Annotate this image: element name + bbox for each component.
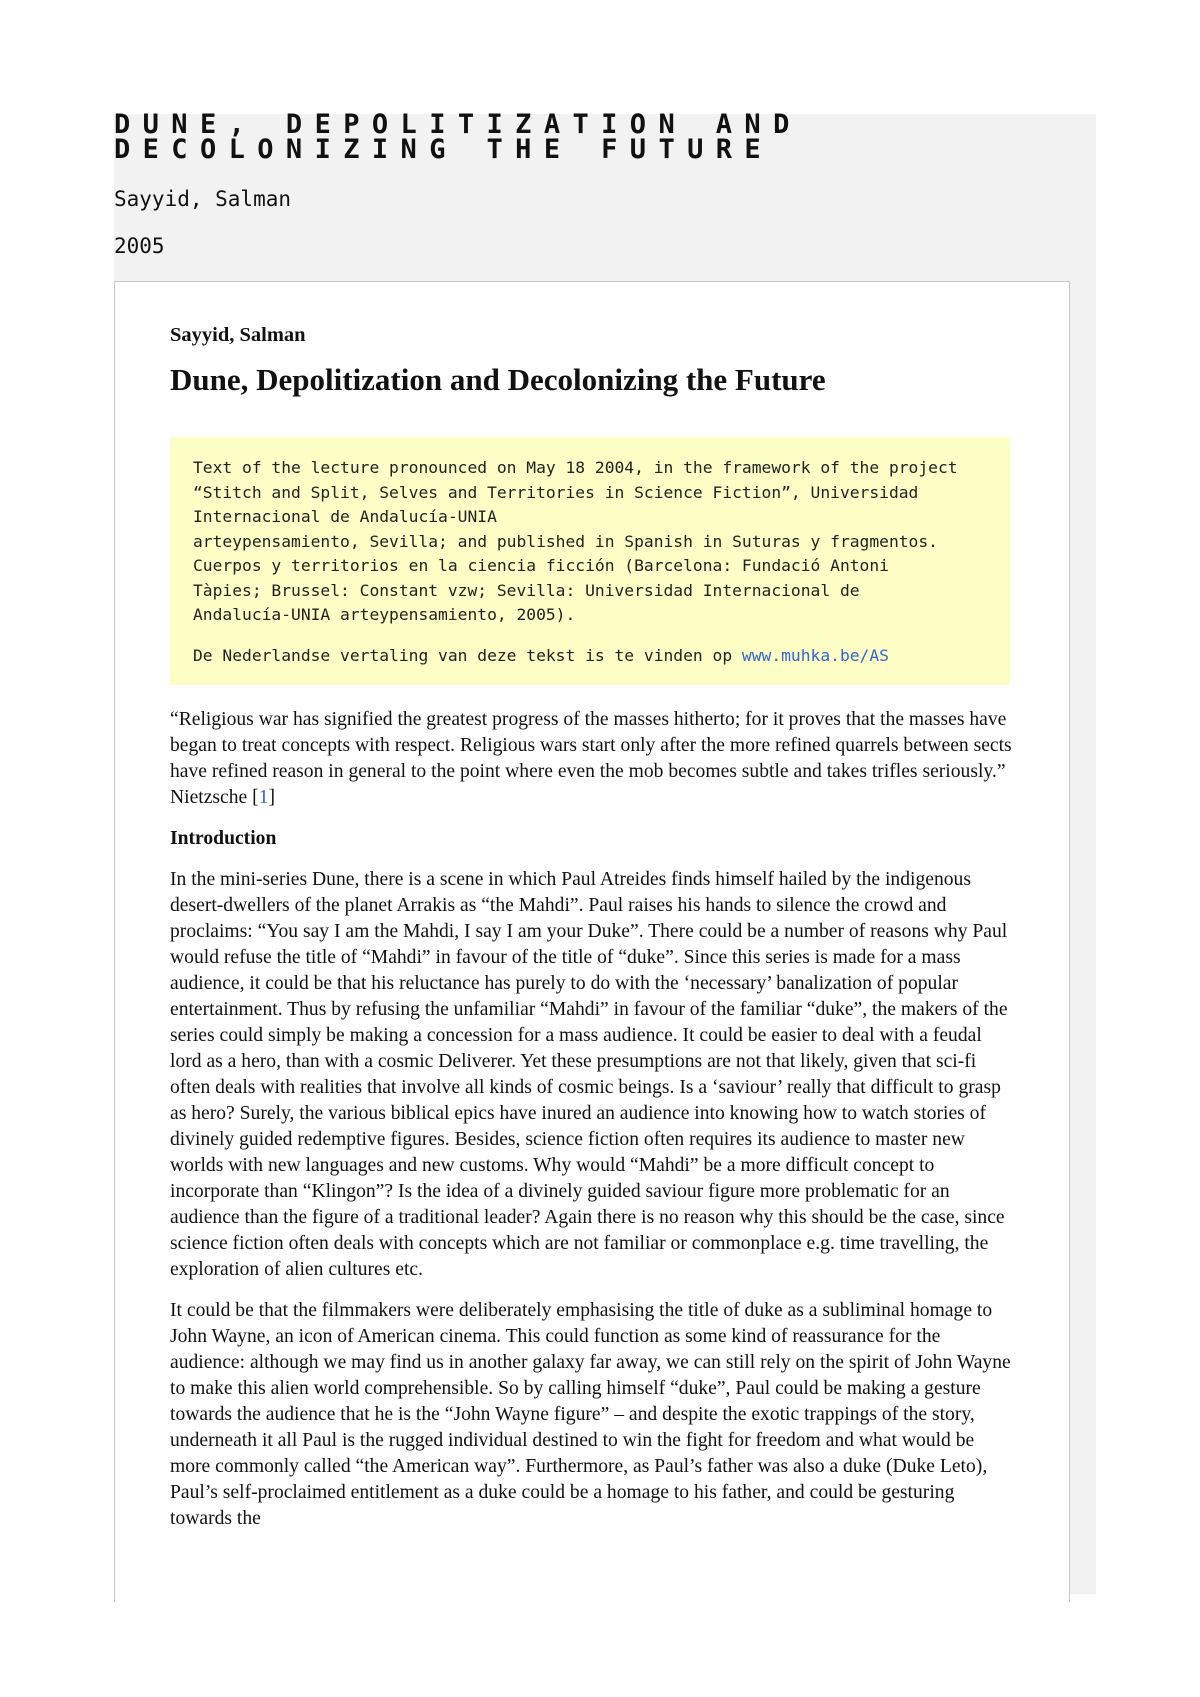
epigraph-text: “Religious war has signified the greatest progress of the masses hitherto; for it proves that the masses have began to treat concepts with respect. Religious wars start only after the more refined quarrels between sects have refined reason in general to the point where even the mob becomes subtle and takes trifles seriously.” Nietzsche [170,709,1012,808]
lecture-note [170,437,1010,685]
note-line: “Stitch and Split, Selves and Territories in Science Fiction”, Universidad [193,482,919,502]
footnote-bracket-close: ] [268,787,276,808]
epigraph [170,707,1014,811]
translation-link[interactable]: www.muhka.be/AS [741,645,889,665]
page-year: 2005 [114,234,165,258]
translation-note [193,644,987,669]
note-line: Cuerpos y territorios en la ciencia ficción (Barcelona: Fundació Antoni [193,556,889,575]
note-line: Internacional de Andalucía-UNIA [193,507,497,526]
page-author: Sayyid, Salman [114,187,292,211]
paragraph: It could be that the filmmakers were deliberately emphasising the title of duke as a subliminal homage to John Wayne, an icon of American cinema. This could function as some kind of reassurance for the audience: although we may find us in another galaxy far away, we can still rely on the spirit of John Wayne to make this alien world comprehensible. So by calling himself “duke”, Paul could be making a gesture towards the audience that he is the “John Wayne figure” – and despite the exotic trappings of the story, underneath it all Paul is the rugged individual destined to win the fight for freedom and what would be more commonly called “the American way”. Furthermore, as Paul’s father was also a duke (Duke Leto), Paul’s self-proclaimed entitlement as a duke could be a homage to his father, and could be gesturing towards the [170,1300,1011,1529]
article-body [170,707,1014,1547]
document-title: Dune, Depolitization and Decolonizing the Future [170,362,826,397]
page-title: DUNE, DEPOLITIZATION AND DECOLONIZING THE FUTURE [114,109,802,165]
footnote-bracket-open: [ [252,787,259,808]
translation-text: De Nederlandse vertaling van deze tekst is te vinden op [193,645,742,665]
note-line: Tàpies; Brussel: Constant vzw; Sevilla: Universidad Internacional de [193,580,860,600]
note-text [193,456,987,628]
paragraph: In the mini-series Dune, there is a scene in which Paul Atreides finds himself hailed by the indigenous desert-dwellers of the planet Arrakis as “the Mahdi”. Paul raises his hands to silence the crowd and proclaims: “You say I am the Mahdi, I say I am your Duke”. There could be a number of reasons why Paul would refuse the title of “Mahdi” in favour of the title of “duke”. Since this series is made for a mass audience, it could be that his reluctance has purely to do with the ‘necessary’ banalization of popular entertainment. Thus by refusing the unfamiliar “Mahdi” in favour of the familiar “duke”, the makers of the series could simply be making a concession for a mass audience. It could be easier to deal with a feudal lord as a hero, than with a cosmic Deliverer. Yet these presumptions are not that likely, given that sci-fi often deals with realities that involve all kinds of cosmic beings. Is a ‘saviour’ really that difficult to grasp as hero? Surely, the various biblical epics have inured an audience into knowing how to watch stories of divinely guided redemptive figures. Besides, science fiction often requires its audience to master new worlds with new languages and new customs. Why would “Mahdi” be a more difficult concept to incorporate than “Klingon”? Is the idea of a divinely guided saviour figure more problematic for an audience than the figure of a traditional leader? Again there is no reason why this should be the case, since science fiction often deals with concepts which are not familiar or commonplace e.g. time travelling, the exploration of alien cultures etc. [170,869,1008,1280]
footnote-link[interactable]: 1 [258,787,269,808]
note-line: Andalucía-UNIA arteypensamiento, 2005). [193,605,576,624]
document-viewer[interactable] [114,281,1070,1602]
note-line: Text of the lecture pronounced on May 18 2004, in the framework of the project [193,458,958,477]
section-heading: Introduction [170,828,277,849]
document-author: Sayyid, Salman [170,324,306,346]
note-line: arteypensamiento, Sevilla; and published in Spanish in Suturas y fragmentos. [193,531,938,551]
